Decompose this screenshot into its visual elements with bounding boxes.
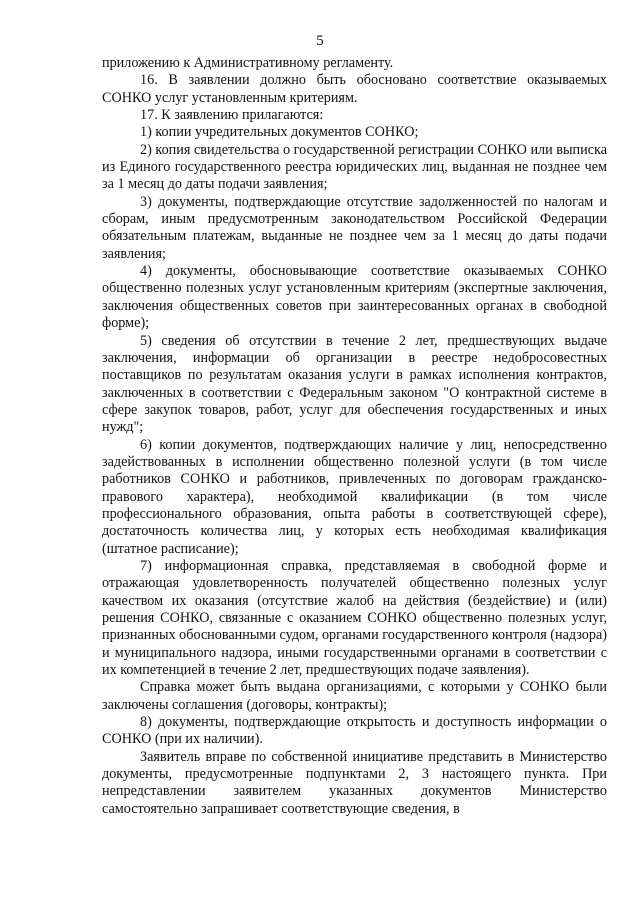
list-item-8: 8) документы, подтверждающие открытость и доступность информации о СОНКО (при их наличии). — [102, 714, 607, 748]
list-item-4: 4) документы, обосновывающие соответствие оказываемых СОНКО общественно полезных услуг установленным критериям (экспертные заключения, заключения общественных советов при заинтересованных органах в свободной форме); — [102, 263, 607, 332]
paragraph-applicant-right: Заявитель вправе по собственной инициативе представить в Министерство документы, предусмотренные подпунктами 2, 3 настоящего пункта. При непредставлении заявителем указанных документов Министерство самостоятельно запрашивает соответствующие сведения, в — [102, 748, 607, 817]
list-item-5: 5) сведения об отсутствии в течение 2 лет, предшествующих выдаче заключения, информации об организации в реестре недобросовестных поставщиков по результатам оказания услуги в рамках исполнения контрактов, заключенных в соответствии с Федеральным законом "О контрактной системе в сфере закупок товаров, работ, услуг для обеспечения государственных и иных нужд"; — [102, 332, 607, 436]
list-item-1: 1) копии учредительных документов СОНКО; — [140, 124, 419, 141]
list-item-3: 3) документы, подтверждающие отсутствие задолженностей по налогам и сборам, иным предусмотренным законодательством Российской Федерации обязательным платежам, выданные не позднее чем за 1 месяц до даты подачи заявления; — [102, 193, 607, 262]
paragraph-continuation: приложению к Административному регламенту. — [102, 55, 394, 71]
list-item-7: 7) информационная справка, представляемая в свободной форме и отражающая удовлетворенность получателей общественно полезных услуг качеством их оказания (отсутствие жалоб на действия (бездействие) и (или) решения СОНКО, связанные с оказанием СОНКО общественно полезных услуг, признанных обоснованными судом, органами государственного контроля (надзора) и муниципального надзора, иными государственными органами в соответствии с их компетенцией в течение 2 лет, предшествующих подаче заявления). — [102, 557, 607, 679]
paragraph-certificate-note: Справка может быть выдана организациями, с которыми у СОНКО были заключены соглашения (договоры, контракты); — [102, 679, 607, 713]
list-item-6: 6) копии документов, подтверждающих наличие у лиц, непосредственно задействованных в исполнении общественно полезной услуги (в том числе работников СОНКО и работников, привлеченных по договорам гражданско-правового характера), необходимой квалификации (в том числе профессионального образования, опыта работы в соответствующей сфере), достаточность количества лиц, у которых есть необходимая квалификация (штатное расписание); — [102, 436, 607, 557]
paragraph-item-17: 17. К заявлению прилагаются: — [140, 107, 324, 124]
paragraph-item-16: 16. В заявлении должно быть обосновано соответствие оказываемых СОНКО услуг установленным критериям. — [102, 72, 607, 106]
list-item-2: 2) копия свидетельства о государственной регистрации СОНКО или выписка из Единого государственного реестра юридических лиц, выданная не позднее чем за 1 месяц до даты подачи заявления; — [102, 141, 607, 193]
page-number: 5 — [316, 33, 324, 49]
document-body — [102, 55, 607, 818]
